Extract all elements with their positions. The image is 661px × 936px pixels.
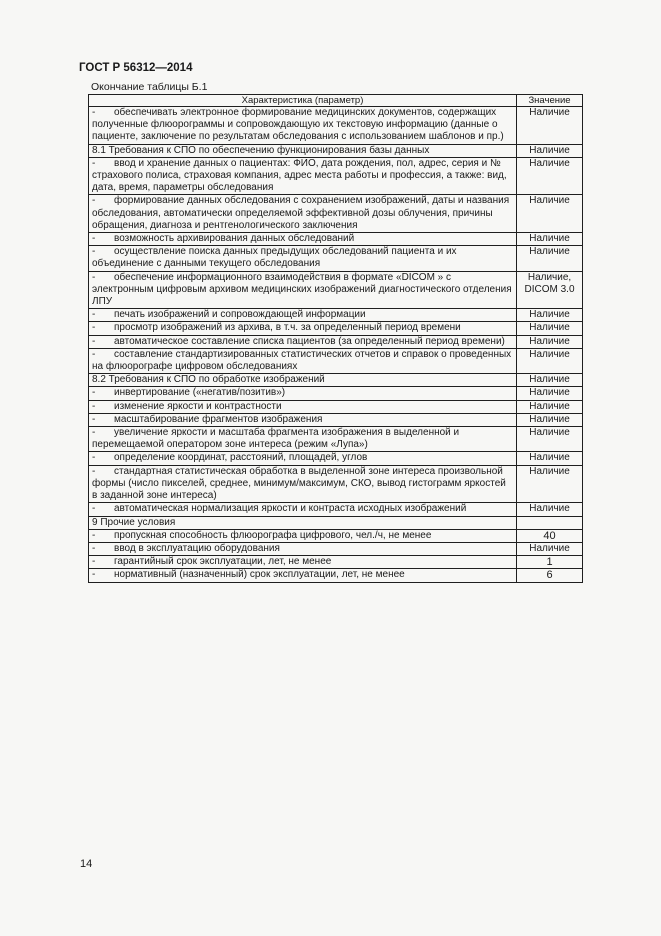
characteristic-cell bbox=[89, 271, 517, 309]
value-cell bbox=[517, 144, 583, 157]
value-text: Наличие, bbox=[527, 271, 572, 283]
value-text: Наличие bbox=[529, 465, 570, 477]
table-row bbox=[89, 556, 583, 569]
value-cell bbox=[517, 309, 583, 322]
characteristic-cell bbox=[89, 144, 517, 157]
column-header-value: Значение bbox=[517, 95, 583, 107]
characteristic-cell bbox=[89, 233, 517, 246]
characteristic-cell bbox=[89, 556, 517, 569]
value-cell bbox=[517, 195, 583, 233]
value-cell bbox=[517, 271, 583, 309]
characteristic-text: ввод и хранение данных о пациентах: ФИО, дата рождения, пол, адрес, серия и № страхового полиса, страховая компания, адрес места работы и профессия, а также: вид, дата, время, параметры обследования bbox=[92, 157, 507, 194]
list-dash: - bbox=[92, 556, 96, 568]
value-cell bbox=[517, 233, 583, 246]
document-code: ГОСТ Р 56312—2014 bbox=[79, 62, 193, 74]
list-dash: - bbox=[92, 427, 96, 439]
characteristic-cell bbox=[89, 465, 517, 503]
table-row bbox=[89, 271, 583, 309]
characteristic-cell bbox=[89, 387, 517, 400]
characteristic-text: обеспечивать электронное формирование медицинских документов, содержащих полученные флюорограммы и сопровождающую их текстовую информацию (данные о пациенте, заключение по результатам обследования с использованием шаблонов и пр.) bbox=[92, 107, 504, 143]
characteristic-cell bbox=[89, 427, 517, 452]
table-row bbox=[89, 413, 583, 426]
list-dash: - bbox=[92, 387, 96, 399]
value-cell bbox=[517, 542, 583, 555]
list-dash: - bbox=[92, 413, 96, 425]
table-caption: Окончание таблицы Б.1 bbox=[91, 81, 208, 93]
table-row bbox=[89, 529, 583, 542]
value-text: Наличие bbox=[529, 157, 570, 169]
value-text: Наличие bbox=[529, 427, 570, 439]
value-text: Наличие bbox=[529, 195, 570, 207]
value-text: Наличие bbox=[529, 246, 570, 258]
characteristic-cell bbox=[89, 542, 517, 555]
characteristic-cell bbox=[89, 374, 517, 387]
characteristic-cell bbox=[89, 322, 517, 335]
table-row bbox=[89, 195, 583, 233]
table-row bbox=[89, 246, 583, 271]
characteristic-text: осуществление поиска данных предыдущих обследований пациента и их объединение с данными текущего обследования bbox=[92, 246, 457, 270]
value-text: Наличие bbox=[529, 335, 570, 347]
table-row bbox=[89, 107, 583, 145]
table-row bbox=[89, 427, 583, 452]
value-cell bbox=[517, 374, 583, 387]
table-row bbox=[89, 400, 583, 413]
table-row bbox=[89, 144, 583, 157]
list-dash: - bbox=[92, 107, 96, 118]
list-dash: - bbox=[92, 529, 96, 541]
value-text: 6 bbox=[546, 569, 553, 582]
characteristic-cell bbox=[89, 413, 517, 426]
characteristic-cell bbox=[89, 529, 517, 542]
value-cell bbox=[517, 322, 583, 335]
value-text: Наличие bbox=[529, 452, 570, 464]
value-cell bbox=[517, 556, 583, 569]
list-dash: - bbox=[92, 348, 96, 360]
table-row bbox=[89, 569, 583, 582]
characteristic-cell bbox=[89, 157, 517, 195]
table-body bbox=[89, 107, 583, 583]
value-text: Наличие bbox=[529, 413, 570, 425]
value-text: Наличие bbox=[529, 144, 570, 156]
characteristic-text: определение координат, расстояний, площадей, углов bbox=[114, 452, 368, 464]
value-cell bbox=[517, 569, 583, 582]
table-row bbox=[89, 542, 583, 555]
value-text: Наличие bbox=[529, 309, 570, 321]
list-dash: - bbox=[92, 542, 96, 554]
characteristic-text: 8.1 Требования к СПО по обеспечению функционирования базы данных bbox=[92, 144, 430, 156]
characteristic-text: автоматическое составление списка пациентов (за определенный период времени) bbox=[114, 335, 505, 347]
spec-table bbox=[88, 94, 583, 583]
value-text: 40 bbox=[543, 529, 556, 542]
characteristic-cell bbox=[89, 195, 517, 233]
characteristic-text: 8.2 Требования к СПО по обработке изображений bbox=[92, 374, 325, 386]
list-dash: - bbox=[92, 271, 96, 283]
value-text: Наличие bbox=[529, 374, 570, 386]
value-cell bbox=[517, 516, 583, 529]
list-dash: - bbox=[92, 246, 96, 258]
value-cell bbox=[517, 107, 583, 145]
value-cell bbox=[517, 529, 583, 542]
value-text: Наличие bbox=[529, 233, 570, 245]
table-row bbox=[89, 387, 583, 400]
value-text-line2: DICOM 3.0 bbox=[524, 283, 575, 295]
characteristic-cell bbox=[89, 503, 517, 516]
characteristic-cell bbox=[89, 335, 517, 348]
characteristic-text: изменение яркости и контрастности bbox=[114, 400, 282, 412]
characteristic-cell bbox=[89, 569, 517, 582]
value-cell bbox=[517, 413, 583, 426]
value-text: Наличие bbox=[529, 348, 570, 360]
list-dash: - bbox=[92, 569, 96, 581]
characteristic-cell bbox=[89, 452, 517, 465]
value-text: Наличие bbox=[529, 400, 570, 412]
list-dash: - bbox=[92, 157, 96, 169]
value-cell bbox=[517, 335, 583, 348]
value-text: Наличие bbox=[529, 542, 570, 554]
characteristic-text: гарантийный срок эксплуатации, лет, не менее bbox=[114, 556, 332, 568]
list-dash: - bbox=[92, 322, 96, 334]
value-text: 1 bbox=[546, 556, 553, 569]
characteristic-text: автоматическая нормализация яркости и контраста исходных изображений bbox=[114, 503, 467, 515]
table-row bbox=[89, 309, 583, 322]
characteristic-text: печать изображений и сопровождающей информации bbox=[114, 309, 366, 321]
characteristic-cell bbox=[89, 246, 517, 271]
value-cell bbox=[517, 348, 583, 373]
value-cell bbox=[517, 465, 583, 503]
table-row bbox=[89, 335, 583, 348]
value-text: Наличие bbox=[529, 322, 570, 334]
list-dash: - bbox=[92, 233, 96, 245]
list-dash: - bbox=[92, 452, 96, 464]
list-dash: - bbox=[92, 195, 96, 207]
list-dash: - bbox=[92, 503, 96, 515]
column-header-characteristic: Характеристика (параметр) bbox=[89, 95, 517, 107]
table-row bbox=[89, 452, 583, 465]
characteristic-text: обеспечение информационного взаимодействия в формате «DICOM » с электронным цифровым архивом медицинских изображений диагностического отделения ЛПУ bbox=[92, 271, 512, 308]
list-dash: - bbox=[92, 465, 96, 477]
table-row bbox=[89, 157, 583, 195]
characteristic-text: просмотр изображений из архива, в т.ч. за определенный период времени bbox=[114, 322, 461, 334]
characteristic-text: инвертирование («негатив/позитив») bbox=[114, 387, 286, 399]
characteristic-cell bbox=[89, 107, 517, 145]
value-text: Наличие bbox=[529, 387, 570, 399]
value-text: Наличие bbox=[529, 503, 570, 515]
table-row bbox=[89, 465, 583, 503]
table-row bbox=[89, 374, 583, 387]
value-cell bbox=[517, 246, 583, 271]
list-dash: - bbox=[92, 400, 96, 412]
list-dash: - bbox=[92, 309, 96, 321]
value-cell bbox=[517, 400, 583, 413]
characteristic-cell bbox=[89, 348, 517, 373]
characteristic-text: 9 Прочие условия bbox=[92, 516, 176, 528]
value-cell bbox=[517, 387, 583, 400]
table-row bbox=[89, 503, 583, 516]
value-cell bbox=[517, 452, 583, 465]
characteristic-cell bbox=[89, 516, 517, 529]
characteristic-text: возможность архивирования данных обследований bbox=[114, 233, 355, 245]
table-row bbox=[89, 348, 583, 373]
value-cell bbox=[517, 157, 583, 195]
characteristic-text: нормативный (назначенный) срок эксплуатации, лет, не менее bbox=[114, 569, 405, 581]
characteristic-text: ввод в эксплуатацию оборудования bbox=[114, 542, 280, 554]
table-header-row bbox=[89, 95, 583, 107]
table-row bbox=[89, 233, 583, 246]
table-row bbox=[89, 322, 583, 335]
table-row bbox=[89, 516, 583, 529]
value-text: Наличие bbox=[529, 107, 570, 118]
characteristic-text: составление стандартизированных статистических отчетов и справок о проведенных на флюорографе цифровом обследованиях bbox=[92, 348, 512, 373]
characteristic-text: увеличение яркости и масштаба фрагмента изображения в выделенной и перемещаемой оператором зоне интереса (режим «Лупа») bbox=[92, 427, 460, 451]
value-cell bbox=[517, 503, 583, 516]
value-cell bbox=[517, 427, 583, 452]
characteristic-cell bbox=[89, 309, 517, 322]
characteristic-text: формирование данных обследования с сохранением изображений, даты и названия обследования, автоматически определяемой эффективной дозы облучения, причины обращения, диагноза и рентгенологического заключения bbox=[92, 195, 510, 231]
characteristic-text: пропускная способность флюорографа цифрового, чел./ч, не менее bbox=[114, 529, 432, 541]
list-dash: - bbox=[92, 335, 96, 347]
characteristic-cell bbox=[89, 400, 517, 413]
characteristic-text: масштабирование фрагментов изображения bbox=[114, 413, 323, 425]
page-number: 14 bbox=[80, 858, 93, 870]
characteristic-text: стандартная статистическая обработка в выделенной зоне интереса произвольной формы (число пикселей, среднее, минимум/максимум, СКО, вывод гистограмм яркостей в заданной зоне интереса) bbox=[92, 465, 506, 502]
